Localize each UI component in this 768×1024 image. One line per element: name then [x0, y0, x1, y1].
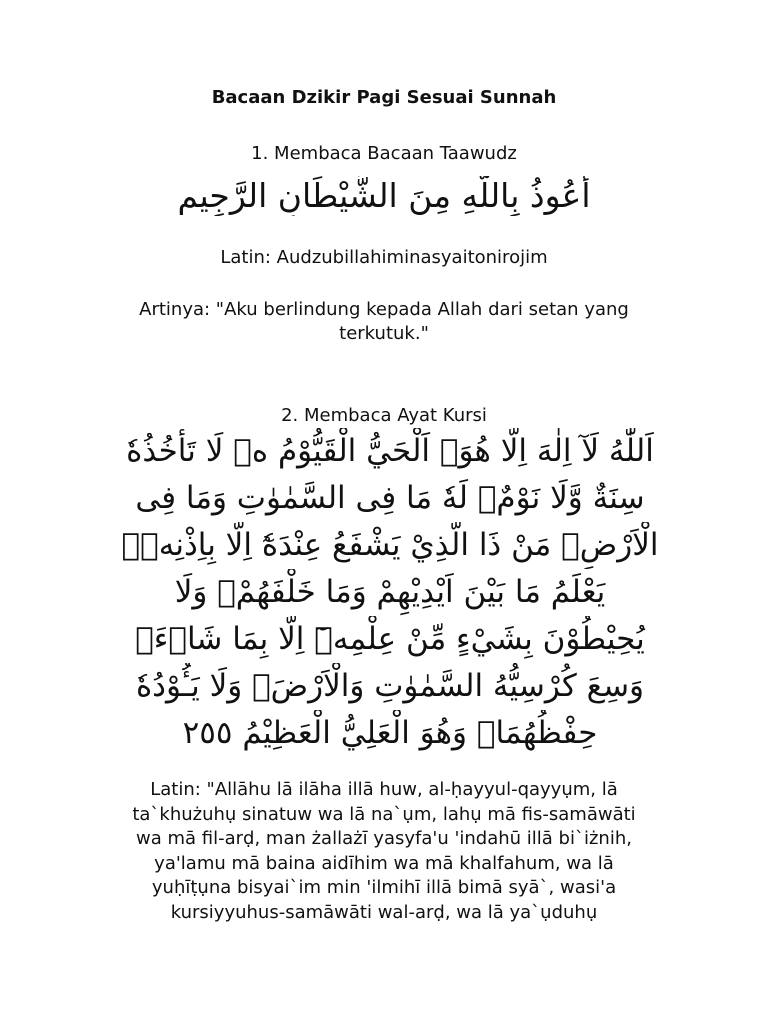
ayat-kursi-latin-line: wa mā fil-arḍ, man żallażī yasyfa'u 'indahū illā bi`iżnih, [136, 828, 632, 849]
taawudz-arabic [30, 176, 738, 216]
ayat-kursi-line: وَسِعَ كُرْسِيُّهُ السَّمٰوٰتِ وَالْاَرْضَۚ وَلَا يَـُٔوْدُهٗ [135, 668, 645, 704]
section1-heading: 1. Membaca Bacaan Taawudz [251, 143, 517, 164]
ayat-kursi-latin [60, 778, 708, 925]
ayat-kursi-latin-line: Latin: "Allāhu lā ilāha illā huw, al-ḥayyul-qayyụm, lā [150, 779, 618, 800]
ayat-kursi-arabic [90, 428, 690, 757]
ayat-kursi-latin-line: kursiyyuhus-samāwāti wal-arḍ, wa lā ya`ụduhụ [170, 901, 598, 923]
ayat-kursi-latin-line: ta`khużuhụ sinatuw wa lā na`ụm, lahụ mā fis-samāwāti [132, 803, 636, 825]
ayat-kursi-line: سِنَةٌ وَّلَا نَوْمٌۗ لَهٗ مَا فِى السَّمٰوٰتِ وَمَا فِى [135, 480, 645, 516]
ayat-kursi-line: الْاَرْضِۗ مَنْ ذَا الَّذِيْ يَشْفَعُ عِنْدَهٗٓ اِلَّا بِاِذْنِهٖۗ [121, 527, 659, 563]
ayat-kursi-line: حِفْظُهُمَاۚ وَهُوَ الْعَلِيُّ الْعَظِيْمُ ٢٥٥ [182, 715, 598, 751]
taawudz-artinya [60, 298, 708, 346]
ayat-kursi-line: يَعْلَمُ مَا بَيْنَ اَيْدِيْهِمْ وَمَا خَلْفَهُمْۚ وَلَا [174, 574, 606, 610]
ayat-kursi-line: يُحِيْطُوْنَ بِشَيْءٍ مِّنْ عِلْمِهٖٓ اِلَّا بِمَا شَاۤءَۚ [135, 621, 645, 657]
ayat-kursi-latin-line: ya'lamu mā baina aidīhim wa mā khalfahum, wa lā [154, 852, 614, 874]
section2-heading: 2. Membaca Ayat Kursi [281, 405, 487, 426]
ayat-kursi-latin-line: yuḥīṭụna bisyai`im min 'ilmihī illā bimā syā`, wasi'a [151, 877, 617, 898]
ayat-kursi-line: اَللّٰهُ لَآ اِلٰهَ اِلَّا هُوَۚ اَلْحَيُّ الْقَيُّوْمُ ەۚ لَا تَأْخُذُهٗ [126, 433, 654, 469]
taawudz-arabic-text: أَعُوذُ بِاللَّهِ مِنَ الشَّيْطَانِ الرَّجِيمِ [177, 176, 591, 215]
taawudz-artinya-line-1: Artinya: "Aku berlindung kepada Allah dari setan yang [139, 299, 629, 320]
document-title: Bacaan Dzikir Pagi Sesuai Sunnah [211, 87, 557, 108]
taawudz-artinya-line-2: terkutuk." [339, 323, 429, 344]
taawudz-latin: Latin: Audzubillahiminasyaitonirojim [220, 247, 548, 268]
